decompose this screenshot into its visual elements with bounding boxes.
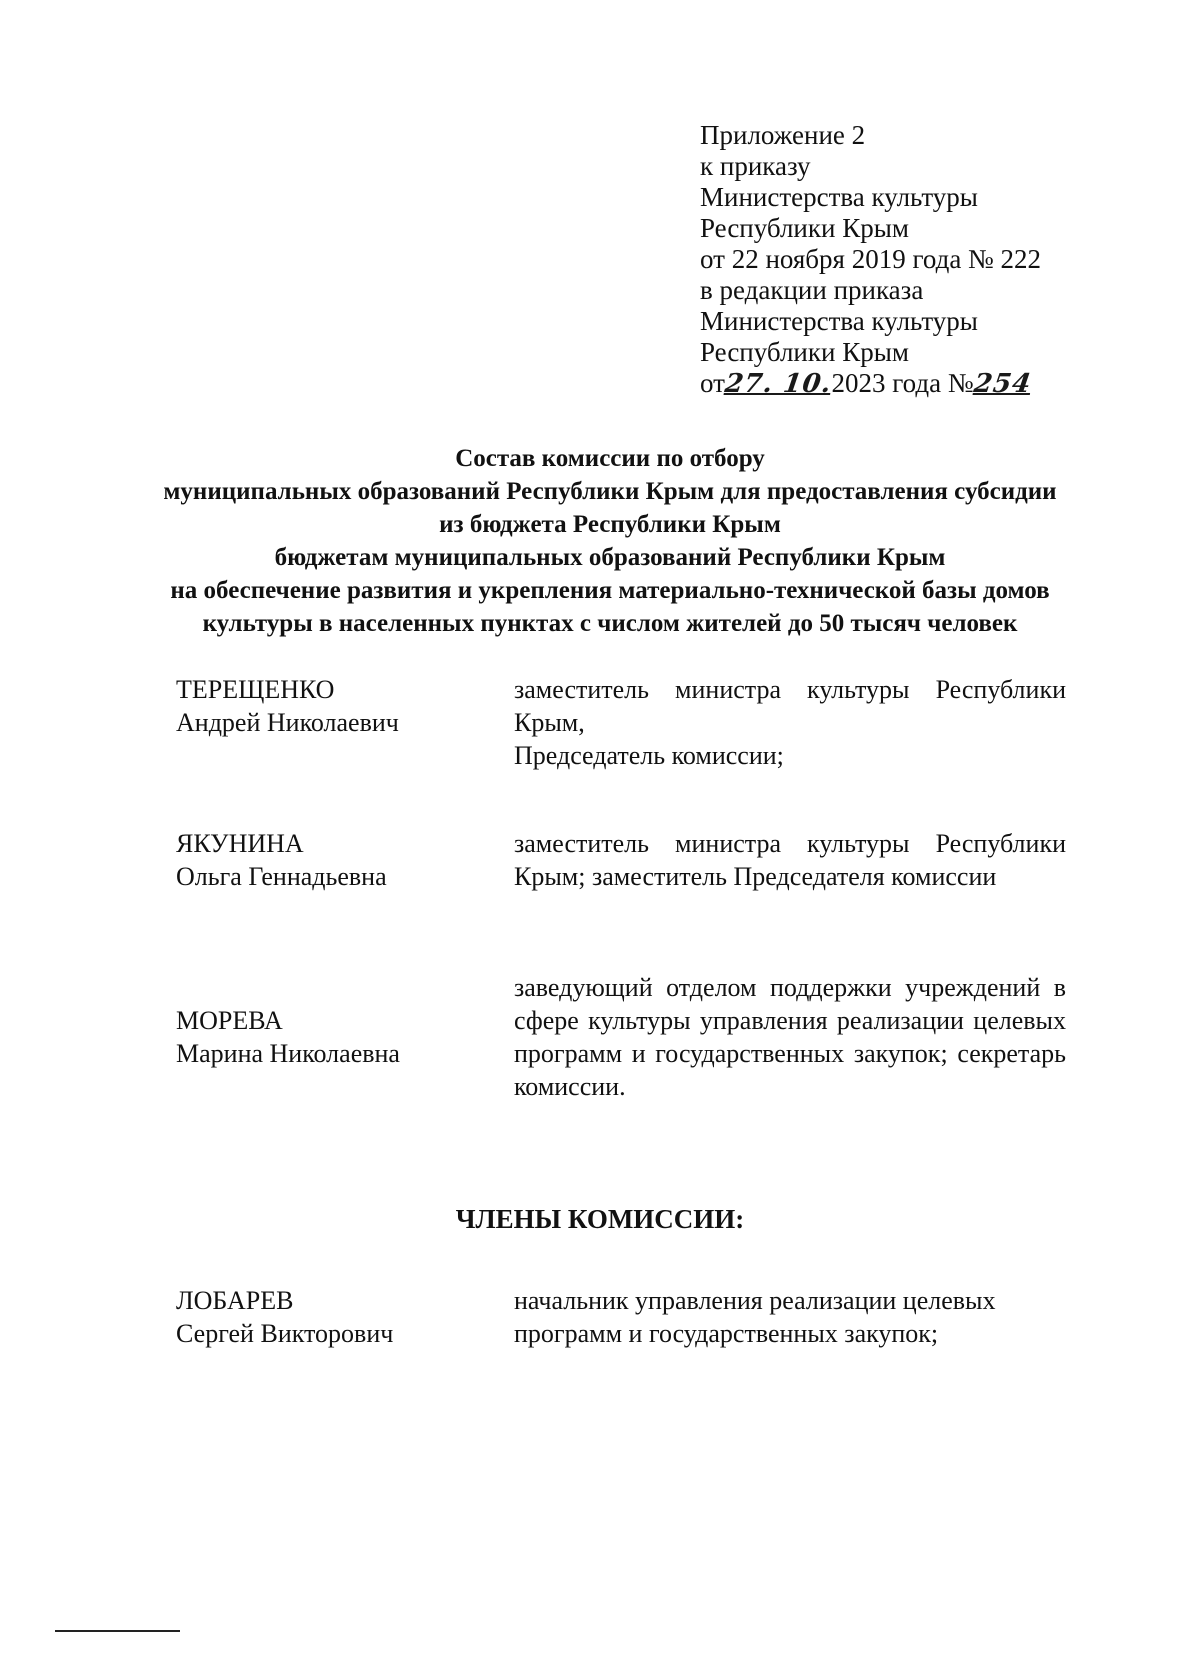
annex-line: Республики Крым — [700, 213, 909, 243]
annex-date-year: 2023 года № — [831, 368, 974, 398]
annex-date-line — [700, 368, 1120, 400]
handwritten-date: 27. 10. — [722, 369, 834, 399]
annex-line: Министерства культуры — [700, 182, 978, 212]
handwritten-number: 254 — [971, 369, 1034, 399]
title-line: муниципальных образований Республики Крым для предоставления субсидии — [163, 478, 1057, 505]
annex-line: в редакции приказа — [700, 275, 924, 305]
title-line: на обеспечение развития и укрепления материально-технической базы домов — [170, 577, 1050, 604]
member-name — [176, 827, 486, 893]
annex-block — [700, 120, 1120, 400]
member-name — [176, 673, 486, 739]
annex-line: Республики Крым — [700, 337, 909, 367]
title-line: культуры в населенных пунктах с числом жителей до 50 тысяч человек — [202, 610, 1018, 637]
member-name — [176, 1004, 486, 1070]
annex-line: Министерства культуры — [700, 306, 978, 336]
member-role: заместитель министра культуры Республики Крым, Председатель комиссии; — [514, 675, 1066, 770]
member-given-name: Ольга Геннадьевна — [176, 862, 387, 891]
member-given-name: Сергей Викторович — [176, 1319, 394, 1348]
member-surname: МОРЕВА — [176, 1006, 283, 1035]
title-line: бюджетам муниципальных образований Республики Крым — [274, 544, 946, 571]
members-heading: ЧЛЕНЫ КОМИССИИ: — [455, 1204, 745, 1234]
member-surname: ТЕРЕЩЕНКО — [176, 675, 335, 704]
member-surname: ЛОБАРЕВ — [176, 1286, 294, 1315]
annex-line: от 22 ноября 2019 года № 222 — [700, 244, 1042, 274]
annex-line: к приказу — [700, 151, 811, 181]
member-role: заведующий отделом поддержки учреждений в сфере культуры управления реализации целевых программ и государственных закупок; секретарь комиссии. — [514, 973, 1066, 1101]
member-name — [176, 1284, 486, 1350]
member-role-line: начальник управления реализации целевых — [514, 1286, 996, 1315]
member-role — [514, 1284, 1066, 1350]
document-title — [120, 442, 1100, 640]
member-surname: ЯКУНИНА — [176, 829, 304, 858]
member-role-line: программ и государственных закупок; — [514, 1319, 939, 1348]
member-given-name: Андрей Николаевич — [176, 708, 399, 737]
title-line: из бюджета Республики Крым — [439, 511, 781, 538]
member-role: заместитель министра культуры Республики Крым; заместитель Председателя комиссии — [514, 829, 1066, 891]
annex-line: Приложение 2 — [700, 120, 866, 150]
annex-date-prefix: от — [700, 368, 725, 398]
footnote-divider — [55, 1630, 180, 1632]
member-given-name: Марина Николаевна — [176, 1039, 400, 1068]
title-line: Состав комиссии по отбору — [455, 445, 765, 472]
